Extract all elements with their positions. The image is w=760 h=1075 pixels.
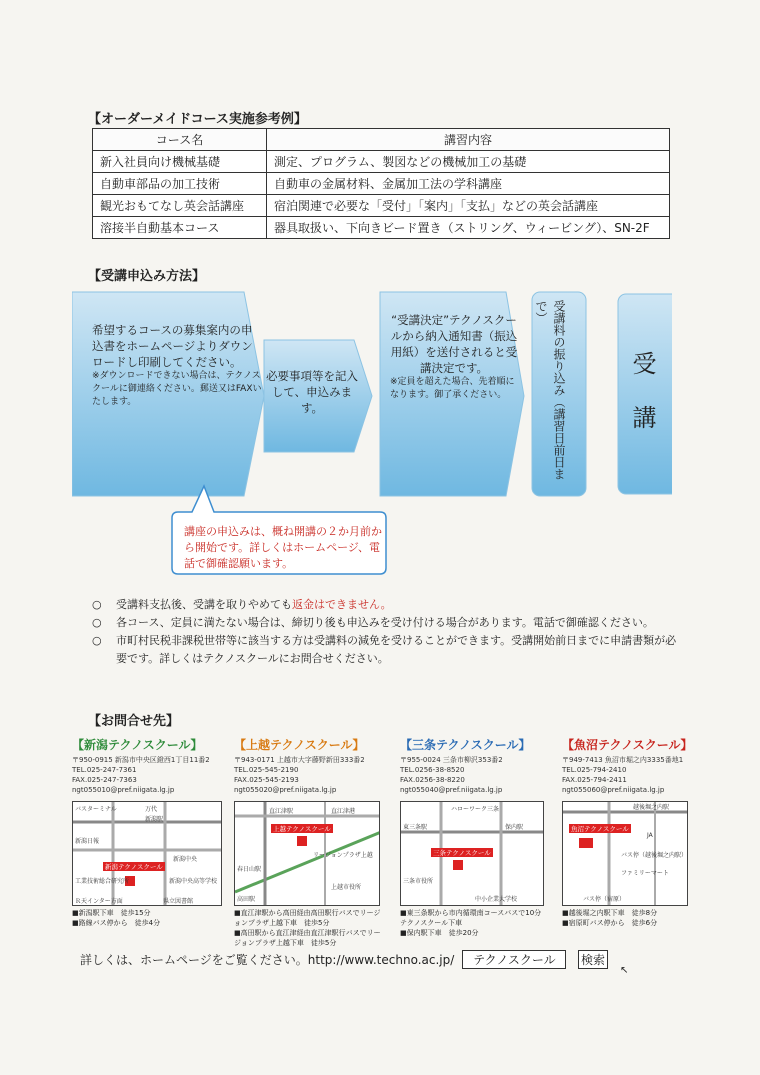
note-2-text: 各コース、定員に満たない場合は、締切り後も申込みを受け付ける場合があります。電話で御確認ください。 bbox=[116, 616, 654, 629]
access-line: ■直江津駅から高田経由高田駅行バスでリージョンプラザ上越下車 徒歩5分 bbox=[234, 909, 381, 927]
cursor-arrow-icon: ↖ bbox=[620, 965, 629, 976]
table-row bbox=[93, 173, 670, 195]
notes-list bbox=[88, 596, 678, 668]
school-details bbox=[562, 755, 724, 795]
course-table bbox=[92, 128, 670, 239]
access-line: ■東三条駅から市内循環南コースバスで10分 テクノスクール下車 bbox=[400, 909, 549, 927]
table-row bbox=[93, 195, 670, 217]
map-label: 新潟駅 bbox=[145, 816, 164, 823]
contact-joetsu bbox=[234, 736, 396, 948]
map-label: 万代 bbox=[145, 806, 158, 813]
step1-text bbox=[92, 322, 262, 409]
contact-title: 【お問合せ先】 bbox=[88, 714, 180, 729]
course-content-cell: 宿泊関連で必要な「受付」「案内」「支払」などの英会話講座 bbox=[267, 195, 670, 217]
school-tel: TEL.0256-38-8520 bbox=[400, 766, 465, 774]
map-label: 東三条駅 bbox=[403, 824, 428, 831]
school-name: 【上越テクノスクール】 bbox=[234, 738, 365, 752]
school-map bbox=[562, 801, 688, 906]
note-1-text: 受講料支払後、受講を取りやめても bbox=[116, 598, 292, 611]
map-school-label: 上越テクノスクール bbox=[273, 825, 331, 833]
contact-sanjo bbox=[400, 736, 562, 938]
course-name-cell: 溶接半自動基本コース bbox=[93, 217, 267, 239]
map-label: 直江津港 bbox=[331, 808, 356, 815]
course-content-cell: 器具取扱い、下向きビード置き（ストリング、ウィービング）、SN-2F bbox=[267, 217, 670, 239]
course-content-cell: 自動車の金属材料、金属加工法の学科講座 bbox=[267, 173, 670, 195]
step5-text: 受講 bbox=[628, 351, 656, 459]
course-content-cell: 測定、プログラム、製図などの機械加工の基礎 bbox=[267, 151, 670, 173]
map-label: 上越市役所 bbox=[331, 884, 362, 891]
school-details bbox=[400, 755, 562, 795]
school-tel: TEL.025-545-2190 bbox=[234, 766, 299, 774]
access-line: ■路線バス停から 徒歩4分 bbox=[72, 919, 161, 927]
school-map bbox=[72, 801, 222, 906]
school-email[interactable]: ngt055020@pref.niigata.lg.jp bbox=[234, 786, 337, 794]
school-access bbox=[400, 908, 550, 938]
footer bbox=[80, 950, 608, 969]
course-example-title: 【オーダーメイドコース実施参考例】 bbox=[88, 112, 307, 127]
school-tel: TEL.025-247-7361 bbox=[72, 766, 137, 774]
map-label: 中小企業大学校 bbox=[475, 896, 518, 903]
course-name-cell: 新入社員向け機械基礎 bbox=[93, 151, 267, 173]
school-address: 〒949-7413 魚沼市堀之内3335番地1 bbox=[562, 756, 684, 764]
map-label: 直江津駅 bbox=[269, 808, 294, 815]
step1-note: ※ダウンロードできない場合は、テクノスクールに御連絡ください。郵送又はFAXいたします。 bbox=[92, 371, 262, 407]
application-callout bbox=[168, 484, 388, 576]
access-line: ■高田駅から直江津経由直江津駅行バスでリージョンプラザ上越下車 徒歩5分 bbox=[234, 929, 381, 947]
step3-note: ※定員を超えた場合、先着順になります。御了承ください。 bbox=[390, 377, 515, 400]
header-course-name: コース名 bbox=[93, 129, 267, 151]
course-name-cell: 観光おもてなし英会話講座 bbox=[93, 195, 267, 217]
school-details bbox=[72, 755, 234, 795]
list-item bbox=[88, 632, 678, 668]
map-label: 新潟日報 bbox=[75, 838, 100, 845]
map-label: バス停（宿原） bbox=[583, 896, 626, 903]
search-button[interactable]: 検索 bbox=[578, 950, 608, 969]
map-label: Ｒ天インター方面 bbox=[75, 898, 123, 905]
map-label: 春日山駅 bbox=[237, 866, 262, 873]
school-map bbox=[400, 801, 544, 906]
step4-text: 受講料の振り込み（講習日前日まで） bbox=[534, 300, 566, 480]
map-label: 新潟中央高等学校 bbox=[169, 878, 218, 885]
school-address: 〒950-0915 新潟市中央区鐙西1丁目11番2 bbox=[72, 756, 210, 764]
map-label: 工業技術総合研究所 bbox=[75, 878, 130, 885]
school-name: 【魚沼テクノスクール】 bbox=[562, 738, 693, 752]
application-method-title: 【受講申込み方法】 bbox=[88, 269, 206, 284]
map-label: リージョンプラザ上越 bbox=[313, 852, 373, 859]
school-fax: FAX.025-794-2411 bbox=[562, 776, 627, 784]
map-label: ハローワーク三条 bbox=[451, 806, 500, 813]
map-school-label: 魚沼テクノスクール bbox=[571, 825, 629, 833]
note-marker: ○ bbox=[92, 634, 102, 647]
school-access bbox=[562, 908, 724, 928]
school-email[interactable]: ngt055040@pref.niigata.lg.jp bbox=[400, 786, 503, 794]
map-label: 越後堀之内駅 bbox=[633, 804, 670, 811]
contact-uonuma bbox=[562, 736, 724, 928]
table-row bbox=[93, 217, 670, 239]
search-keyword-box[interactable]: テクノスクール bbox=[462, 950, 566, 969]
table-row bbox=[93, 151, 670, 173]
map-label: バス停（越後堀之内駅） bbox=[621, 852, 688, 859]
map-label: 三条市役所 bbox=[403, 878, 434, 885]
school-fax: FAX.025-545-2193 bbox=[234, 776, 299, 784]
map-label: 県立図書館 bbox=[163, 898, 194, 905]
school-fax: FAX.0256-38-8220 bbox=[400, 776, 465, 784]
step3-text bbox=[390, 312, 518, 402]
map-label: ファミリーマート bbox=[621, 870, 669, 877]
map-school-label: 新潟テクノスクール bbox=[105, 863, 163, 871]
school-tel: TEL.025-794-2410 bbox=[562, 766, 627, 774]
school-email[interactable]: ngt055010@pref.niigata.lg.jp bbox=[72, 786, 175, 794]
callout-text: 講座の申込みは、概ね開講の２か月前から開始です。詳しくはホームページ、電話で御確認願います。 bbox=[184, 525, 382, 570]
list-item bbox=[88, 596, 678, 614]
list-item bbox=[88, 614, 678, 632]
school-address: 〒943-0171 上越市大字藤野新田333番2 bbox=[234, 756, 365, 764]
school-fax: FAX.025-247-7363 bbox=[72, 776, 137, 784]
note-marker: ○ bbox=[92, 598, 102, 611]
map-school-label: 三条テクノスクール bbox=[433, 849, 491, 857]
header-course-content: 講習内容 bbox=[267, 129, 670, 151]
access-line: ■新潟駅下車 徒歩15分 bbox=[72, 909, 151, 917]
step1-main: 希望するコースの募集案内の申込書をホームページよりダウンロードし印刷してください。 bbox=[92, 323, 253, 369]
note-3-text: 市町村民税非課税世帯等に該当する方は受講料の減免を受けることができます。受講開始前日までに申請書類が必要です。詳しくはテクノスクールにお問合せください。 bbox=[116, 634, 677, 665]
school-email[interactable]: ngt055060@pref.niigata.lg.jp bbox=[562, 786, 665, 794]
map-label: 保内駅 bbox=[505, 824, 524, 831]
table-header-row bbox=[93, 129, 670, 151]
school-address: 〒955-0024 三条市柳沢353番2 bbox=[400, 756, 503, 764]
access-line: ■保内駅下車 徒歩20分 bbox=[400, 929, 479, 937]
step3-main: “受講決定”テクノスクールから納入通知書（振込用紙）を送付されると受講決定です。 bbox=[390, 313, 518, 375]
map-label: 高田駅 bbox=[237, 896, 256, 903]
map-label: 新潟中央 bbox=[173, 856, 198, 863]
school-access bbox=[72, 908, 234, 928]
note-1-warning: 返金はできません。 bbox=[292, 598, 392, 611]
map-label: JA bbox=[647, 832, 653, 839]
school-name: 【三条テクノスクール】 bbox=[400, 738, 531, 752]
access-line: ■宿原町バス停から 徒歩6分 bbox=[562, 919, 658, 927]
school-name: 【新潟テクノスクール】 bbox=[72, 738, 203, 752]
footer-text: 詳しくは、ホームページをご覧ください。http://www.techno.ac.jp/ bbox=[80, 953, 455, 967]
course-name-cell: 自動車部品の加工技術 bbox=[93, 173, 267, 195]
school-access bbox=[234, 908, 384, 948]
contact-niigata bbox=[72, 736, 234, 928]
school-details bbox=[234, 755, 396, 795]
map-label: バスターミナル bbox=[75, 806, 117, 813]
note-marker: ○ bbox=[92, 616, 102, 629]
school-map bbox=[234, 801, 380, 906]
access-line: ■越後堀之内駅下車 徒歩8分 bbox=[562, 909, 658, 917]
step2-text: 必要事項等を記入して、申込みます。 bbox=[266, 369, 358, 415]
